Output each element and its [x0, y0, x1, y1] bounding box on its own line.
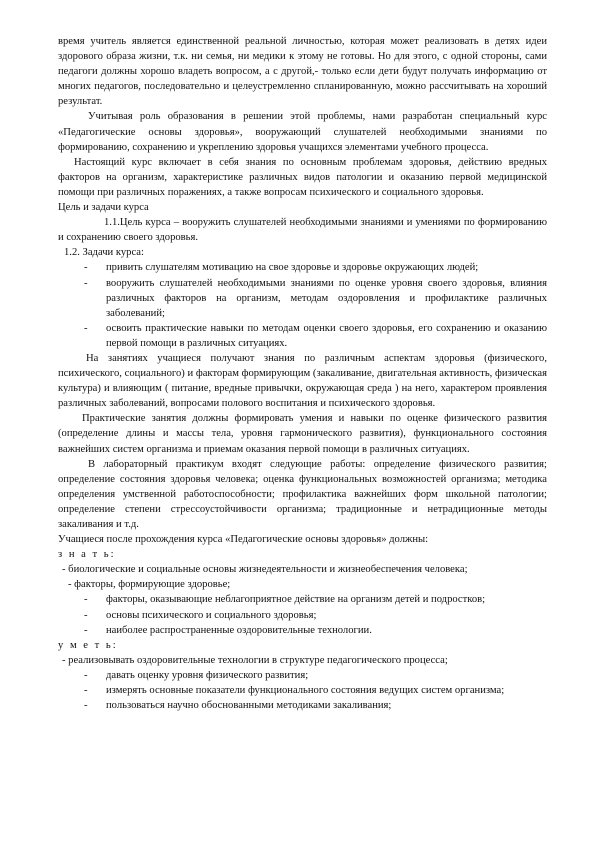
body-paragraph-4: На занятиях учащиеся получают знания по различным аспектам здоровья (физического, психического, социального) и факторам формирующим (закаливание, двигательная активность, физическая культура) и влияющим ( питание, вредные привычки, окружающая среда ) на него, характером проявления различных заболеваний, вопросами полового воспитания и психического здоровья.: [58, 352, 547, 410]
list-item: - измерять основные показатели функционального состояния ведущих систем организма;: [84, 683, 547, 698]
intro-paragraph-2: Учитывая роль образования в решении этой проблемы, нами разработан специальный курс «Педагогические основы здоровья», вооружающий слушателей необходимыми знаниями по формированию, сохранению и укреплению здоровья учащихся элементами учебного процесса.: [58, 111, 547, 153]
body-paragraph-5: Практические занятия должны формировать умения и навыки по оценке физического развития (определение длины и массы тела, уровня гармонического развития), функционального состояния важнейших систем организма и приемам оказания первой помощи в различных ситуациях.: [58, 413, 547, 455]
list-item: - пользоваться научно обоснованными методиками закаливания;: [84, 698, 547, 713]
list-item: - привить слушателям мотивацию на свое здоровье и здоровье окружающих людей;: [84, 260, 547, 275]
list-item: - освоить практические навыки по методам оценки своего здоровья, его сохранению и оказанию первой помощи в различных ситуациях.: [84, 321, 547, 351]
list-item: - давать оценку уровня физического развития;: [84, 668, 547, 683]
body-paragraph-7: Учащиеся после прохождения курса «Педагогические основы здоровья» должны:: [58, 534, 429, 546]
list-item: - основы психического и социального здоровья;: [84, 608, 547, 623]
know-list: [58, 592, 547, 637]
intro-paragraph-3: Настоящий курс включает в себя знания по основным проблемам здоровья, действию вредных факторов на организм, характеристике различных видов патологии и оказанию первой медицинской помощи при различных поражениях, а также вопросам психического и социального здоровья.: [58, 156, 547, 198]
list-item: - наиболее распространенные оздоровительные технологии.: [84, 623, 547, 638]
goals-heading: Цель и задачи курса: [58, 202, 149, 214]
body-paragraph-6: В лабораторный практикум входят следующие работы: определение физического развития; определение состояния здоровья человека; оценка функциональных возможностей организма; методика определения умственной работоспособности; профилактика важнейших форм школьной патологии; определение степени стрессоустойчивости организма; традиционные и нетрадиционные методы закаливания и т.д.: [58, 458, 547, 530]
skills-list: [58, 668, 547, 713]
list-item: - факторы, оказывающие неблагоприятное действие на организм детей и подростков;: [84, 592, 547, 607]
list-item: - вооружить слушателей необходимыми знаниями по оценке уровня своего здоровья, влияния различных факторов на организм, методам оздоровления и профилактике различных заболеваний;: [84, 276, 547, 321]
tasks-heading: 1.2. Задачи курса:: [64, 247, 144, 259]
skills-item-1: - реализовывать оздоровительные технологии в структуре педагогического процесса;: [62, 654, 448, 666]
know-heading: з н а т ь:: [58, 549, 116, 561]
skills-heading: у м е т ь:: [58, 639, 118, 651]
know-item-1: - биологические и социальные основы жизнедеятельности и жизнеобеспечения человека;: [62, 564, 468, 576]
tasks-list: [58, 260, 547, 351]
goal-paragraph: 1.1.Цель курса – вооружить слушателей необходимыми знаниями и умениями по формированию и сохранению своего здоровья.: [58, 217, 547, 244]
know-item-2: - факторы, формирующие здоровье;: [68, 579, 231, 591]
intro-paragraph-1: время учитель является единственной реальной личностью, которая может реализовать в детях идеи здорового образа жизни, т.к. ни семья, ни медики к этому не готовы. Но для этого, с одной стороны, сами педагоги должны хорошо владеть вопросом, а с другой,- только если дети будут получать информацию от многих педагогов, последовательно и целеустремленно спланированную, можно рассчитывать на хороший результат.: [58, 36, 547, 108]
